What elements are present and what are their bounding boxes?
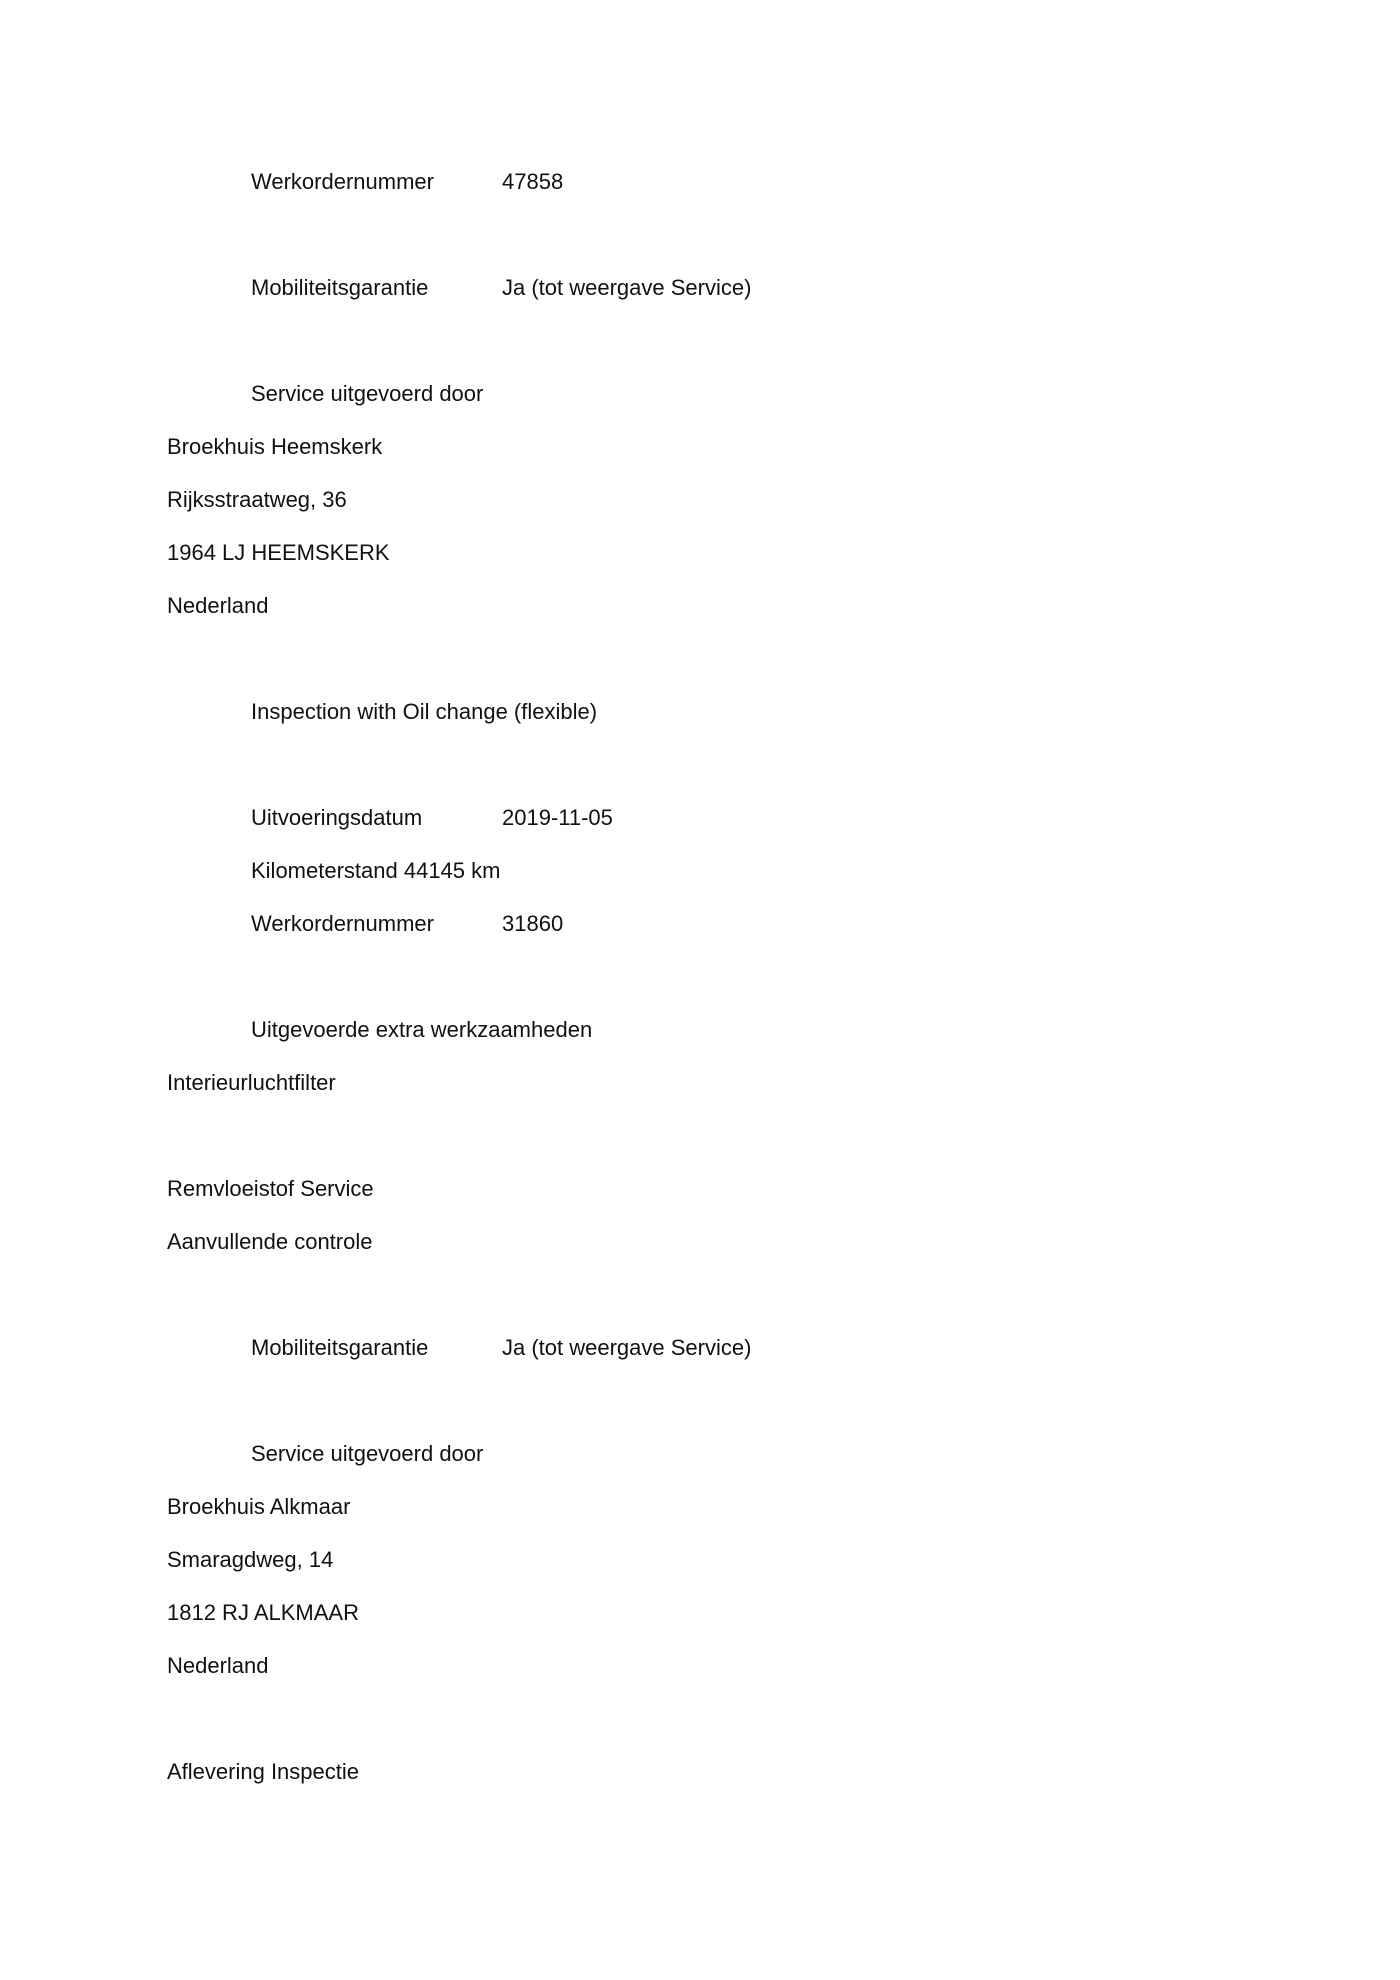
service-title: Inspection with Oil change (flexible)	[251, 699, 598, 724]
extra-work-label: Uitgevoerde extra werkzaamheden	[251, 1017, 593, 1042]
extra-work-item: Remvloeistof Service	[167, 1176, 374, 1201]
extra-work-item: Interieurluchtfilter	[167, 1070, 336, 1095]
dealer-name-2: Broekhuis Alkmaar	[167, 1494, 351, 1519]
dealer-postal-city-2: 1812 RJ ALKMAAR	[167, 1600, 359, 1625]
delivery-inspection-title: Aflevering Inspectie	[167, 1759, 359, 1784]
work-order-value-1: 47858	[502, 169, 564, 194]
dealer-postal-city-1: 1964 LJ HEEMSKERK	[167, 540, 390, 565]
service-performed-by-label-1: Service uitgevoerd door	[251, 381, 484, 406]
mobility-guarantee-label-1: Mobiliteitsgarantie	[251, 275, 429, 300]
dealer-street-2: Smaragdweg, 14	[167, 1547, 334, 1572]
mobility-guarantee-label-2: Mobiliteitsgarantie	[251, 1335, 429, 1360]
execution-date-value: 2019-11-05	[502, 805, 613, 830]
mobility-guarantee-value-1: Ja (tot weergave Service)	[502, 275, 752, 300]
work-order-label-1: Werkordernummer	[251, 169, 434, 194]
dealer-street-1: Rijksstraatweg, 36	[167, 487, 347, 512]
dealer-country-2: Nederland	[167, 1653, 269, 1678]
extra-work-item: Aanvullende controle	[167, 1229, 373, 1254]
work-order-value-2: 31860	[502, 911, 564, 936]
service-performed-by-label-2: Service uitgevoerd door	[251, 1441, 484, 1466]
execution-date-label: Uitvoeringsdatum	[251, 805, 423, 830]
mobility-guarantee-value-2: Ja (tot weergave Service)	[502, 1335, 752, 1360]
mileage-text: Kilometerstand 44145 km	[251, 858, 501, 883]
dealer-country-1: Nederland	[167, 593, 269, 618]
work-order-label-2: Werkordernummer	[251, 911, 434, 936]
dealer-name-1: Broekhuis Heemskerk	[167, 434, 383, 459]
